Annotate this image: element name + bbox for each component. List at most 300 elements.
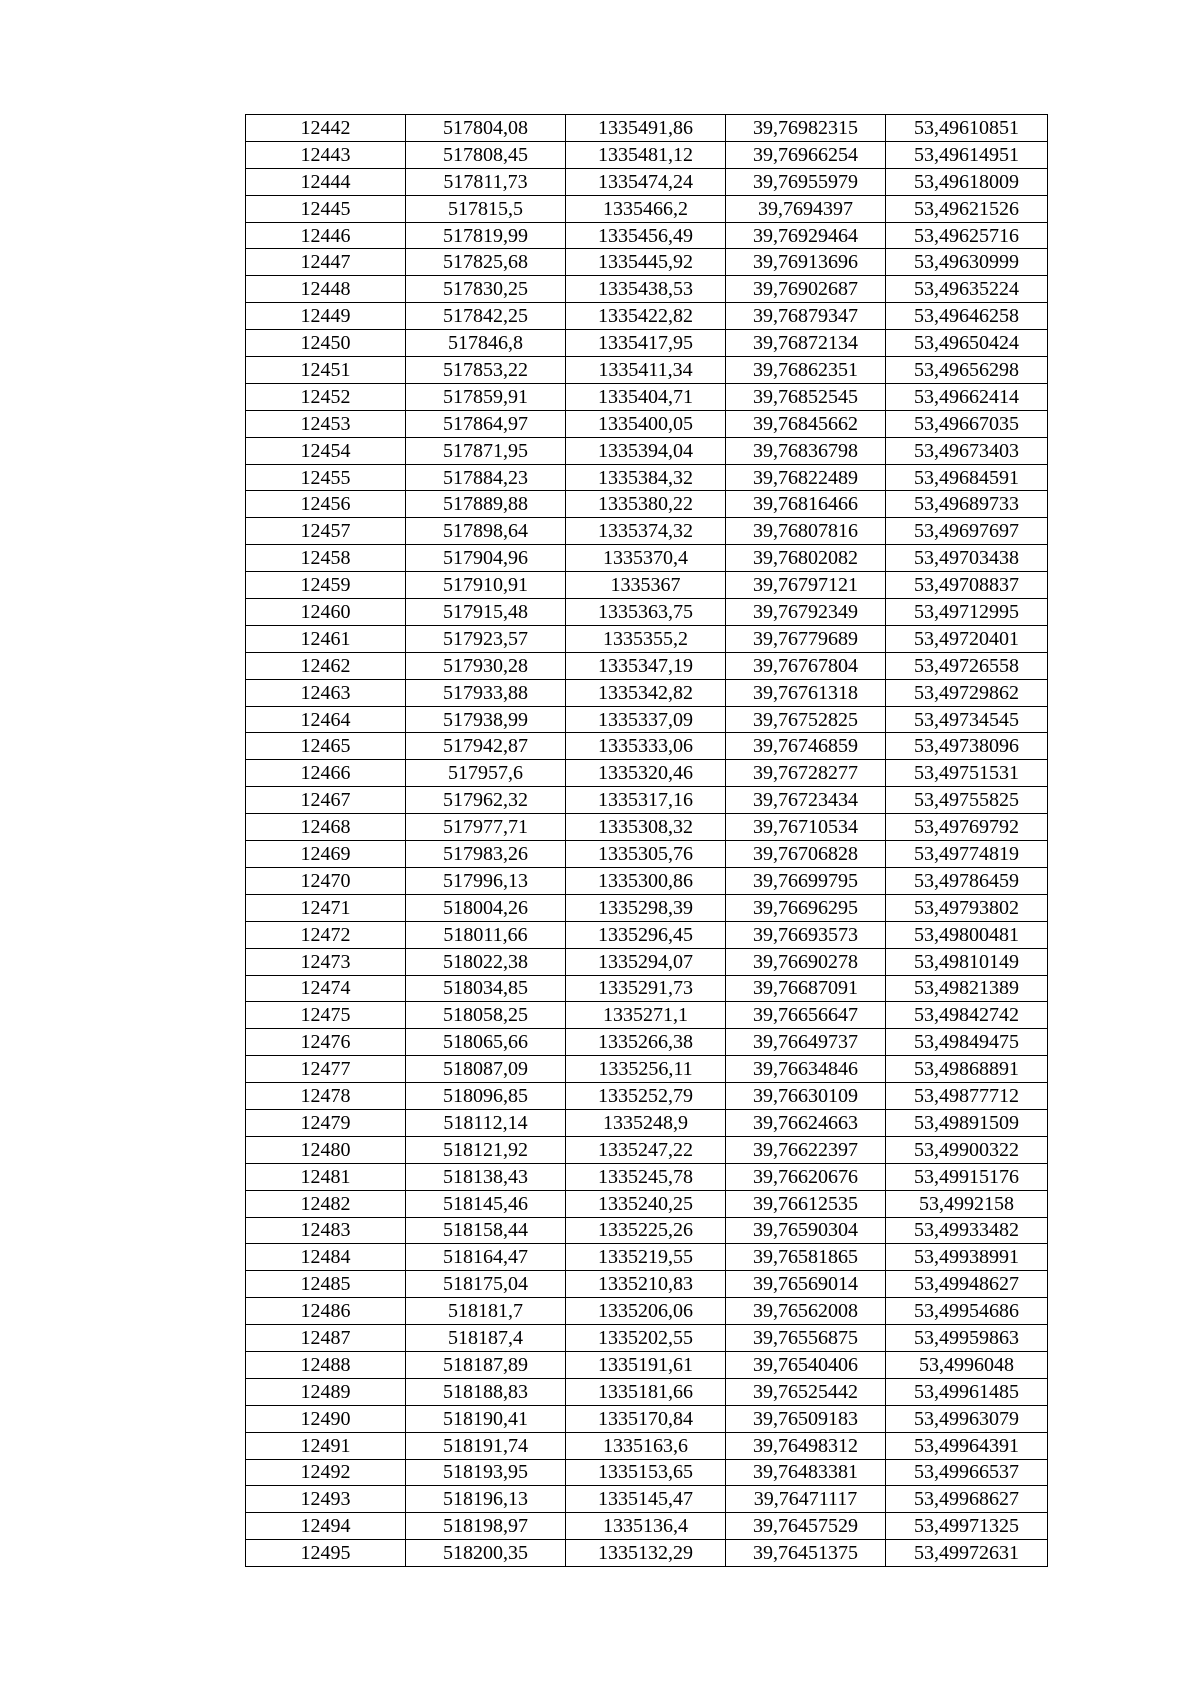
coord-y-cell: 1335291,73 — [566, 975, 726, 1002]
longitude-cell: 39,76562008 — [726, 1298, 886, 1325]
table-row — [246, 1244, 1048, 1271]
table-row — [246, 1351, 1048, 1378]
coord-y-cell: 1335247,22 — [566, 1136, 726, 1163]
coord-y-cell: 1335367 — [566, 572, 726, 599]
coord-x-cell: 517808,45 — [406, 141, 566, 168]
latitude-cell: 53,4992158 — [886, 1190, 1048, 1217]
latitude-cell: 53,49689733 — [886, 491, 1048, 518]
longitude-cell: 39,76590304 — [726, 1217, 886, 1244]
longitude-cell: 39,76872134 — [726, 330, 886, 357]
coord-y-cell: 1335342,82 — [566, 679, 726, 706]
coord-x-cell: 518145,46 — [406, 1190, 566, 1217]
longitude-cell: 39,76630109 — [726, 1083, 886, 1110]
table-row — [246, 410, 1048, 437]
latitude-cell: 53,49734545 — [886, 706, 1048, 733]
table-row — [246, 1217, 1048, 1244]
point-number-cell: 12493 — [246, 1486, 406, 1513]
point-number-cell: 12463 — [246, 679, 406, 706]
point-number-cell: 12474 — [246, 975, 406, 1002]
coord-y-cell: 1335245,78 — [566, 1163, 726, 1190]
longitude-cell: 39,76699795 — [726, 867, 886, 894]
coord-y-cell: 1335308,32 — [566, 814, 726, 841]
longitude-cell: 39,76498312 — [726, 1432, 886, 1459]
latitude-cell: 53,49673403 — [886, 437, 1048, 464]
point-number-cell: 12443 — [246, 141, 406, 168]
point-number-cell: 12446 — [246, 222, 406, 249]
coord-x-cell: 517825,68 — [406, 249, 566, 276]
coord-x-cell: 518196,13 — [406, 1486, 566, 1513]
coord-y-cell: 1335456,49 — [566, 222, 726, 249]
table-row — [246, 437, 1048, 464]
coord-x-cell: 517910,91 — [406, 572, 566, 599]
longitude-cell: 39,76862351 — [726, 357, 886, 384]
longitude-cell: 39,76690278 — [726, 948, 886, 975]
table-row — [246, 330, 1048, 357]
longitude-cell: 39,76929464 — [726, 222, 886, 249]
table-row — [246, 1109, 1048, 1136]
coord-x-cell: 518112,14 — [406, 1109, 566, 1136]
latitude-cell: 53,49646258 — [886, 303, 1048, 330]
coord-y-cell: 1335170,84 — [566, 1405, 726, 1432]
latitude-cell: 53,49703438 — [886, 545, 1048, 572]
table-row — [246, 222, 1048, 249]
point-number-cell: 12495 — [246, 1540, 406, 1567]
latitude-cell: 53,49786459 — [886, 867, 1048, 894]
longitude-cell: 39,76966254 — [726, 141, 886, 168]
coord-x-cell: 517962,32 — [406, 787, 566, 814]
table-row — [246, 383, 1048, 410]
latitude-cell: 53,49618009 — [886, 168, 1048, 195]
point-number-cell: 12480 — [246, 1136, 406, 1163]
coord-y-cell: 1335491,86 — [566, 115, 726, 142]
latitude-cell: 53,49621526 — [886, 195, 1048, 222]
latitude-cell: 53,49800481 — [886, 921, 1048, 948]
point-number-cell: 12494 — [246, 1513, 406, 1540]
table-row — [246, 1325, 1048, 1352]
coord-x-cell: 517815,5 — [406, 195, 566, 222]
longitude-cell: 39,76634846 — [726, 1056, 886, 1083]
point-number-cell: 12491 — [246, 1432, 406, 1459]
table-row — [246, 975, 1048, 1002]
coord-y-cell: 1335317,16 — [566, 787, 726, 814]
table-row — [246, 1002, 1048, 1029]
coord-y-cell: 1335380,22 — [566, 491, 726, 518]
table-row — [246, 1432, 1048, 1459]
coord-x-cell: 518187,4 — [406, 1325, 566, 1352]
longitude-cell: 39,76612535 — [726, 1190, 886, 1217]
coord-x-cell: 517977,71 — [406, 814, 566, 841]
latitude-cell: 53,49971325 — [886, 1513, 1048, 1540]
table-row — [246, 572, 1048, 599]
latitude-cell: 53,49968627 — [886, 1486, 1048, 1513]
coord-y-cell: 1335294,07 — [566, 948, 726, 975]
table-row — [246, 464, 1048, 491]
point-number-cell: 12448 — [246, 276, 406, 303]
longitude-cell: 39,76624663 — [726, 1109, 886, 1136]
longitude-cell: 39,76767804 — [726, 652, 886, 679]
point-number-cell: 12454 — [246, 437, 406, 464]
point-number-cell: 12458 — [246, 545, 406, 572]
point-number-cell: 12451 — [246, 357, 406, 384]
point-number-cell: 12460 — [246, 599, 406, 626]
longitude-cell: 39,76879347 — [726, 303, 886, 330]
longitude-cell: 39,76728277 — [726, 760, 886, 787]
point-number-cell: 12452 — [246, 383, 406, 410]
coord-x-cell: 518198,97 — [406, 1513, 566, 1540]
coord-y-cell: 1335320,46 — [566, 760, 726, 787]
longitude-cell: 39,76687091 — [726, 975, 886, 1002]
longitude-cell: 39,76649737 — [726, 1029, 886, 1056]
table-row — [246, 921, 1048, 948]
table-row — [246, 814, 1048, 841]
latitude-cell: 53,49712995 — [886, 599, 1048, 626]
table-row — [246, 625, 1048, 652]
coord-y-cell: 1335202,55 — [566, 1325, 726, 1352]
coord-x-cell: 517933,88 — [406, 679, 566, 706]
longitude-cell: 39,76483381 — [726, 1459, 886, 1486]
table-row — [246, 1271, 1048, 1298]
coord-y-cell: 1335256,11 — [566, 1056, 726, 1083]
table-row — [246, 733, 1048, 760]
latitude-cell: 53,49972631 — [886, 1540, 1048, 1567]
point-number-cell: 12490 — [246, 1405, 406, 1432]
coord-x-cell: 518187,89 — [406, 1351, 566, 1378]
longitude-cell: 39,76792349 — [726, 599, 886, 626]
latitude-cell: 53,49769792 — [886, 814, 1048, 841]
coord-x-cell: 517884,23 — [406, 464, 566, 491]
longitude-cell: 39,76457529 — [726, 1513, 886, 1540]
coord-x-cell: 517846,8 — [406, 330, 566, 357]
coord-x-cell: 517859,91 — [406, 383, 566, 410]
table-row — [246, 1405, 1048, 1432]
table-row — [246, 249, 1048, 276]
longitude-cell: 39,76822489 — [726, 464, 886, 491]
latitude-cell: 53,49849475 — [886, 1029, 1048, 1056]
coord-y-cell: 1335411,34 — [566, 357, 726, 384]
coord-y-cell: 1335225,26 — [566, 1217, 726, 1244]
longitude-cell: 39,76802082 — [726, 545, 886, 572]
table-row — [246, 1459, 1048, 1486]
latitude-cell: 53,49810149 — [886, 948, 1048, 975]
latitude-cell: 53,49963079 — [886, 1405, 1048, 1432]
point-number-cell: 12455 — [246, 464, 406, 491]
coord-y-cell: 1335400,05 — [566, 410, 726, 437]
coord-x-cell: 517889,88 — [406, 491, 566, 518]
point-number-cell: 12483 — [246, 1217, 406, 1244]
latitude-cell: 53,49915176 — [886, 1163, 1048, 1190]
longitude-cell: 39,76622397 — [726, 1136, 886, 1163]
latitude-cell: 53,49948627 — [886, 1271, 1048, 1298]
coordinates-table-body — [246, 115, 1048, 1567]
coord-y-cell: 1335347,19 — [566, 652, 726, 679]
point-number-cell: 12478 — [246, 1083, 406, 1110]
point-number-cell: 12489 — [246, 1378, 406, 1405]
coord-x-cell: 518065,66 — [406, 1029, 566, 1056]
longitude-cell: 39,76746859 — [726, 733, 886, 760]
point-number-cell: 12471 — [246, 894, 406, 921]
coord-x-cell: 518096,85 — [406, 1083, 566, 1110]
latitude-cell: 53,49821389 — [886, 975, 1048, 1002]
coord-y-cell: 1335132,29 — [566, 1540, 726, 1567]
point-number-cell: 12492 — [246, 1459, 406, 1486]
coord-y-cell: 1335466,2 — [566, 195, 726, 222]
latitude-cell: 53,49726558 — [886, 652, 1048, 679]
coord-x-cell: 517904,96 — [406, 545, 566, 572]
longitude-cell: 39,76710534 — [726, 814, 886, 841]
latitude-cell: 53,49662414 — [886, 383, 1048, 410]
longitude-cell: 39,76656647 — [726, 1002, 886, 1029]
latitude-cell: 53,49650424 — [886, 330, 1048, 357]
coord-x-cell: 517938,99 — [406, 706, 566, 733]
coord-x-cell: 518190,41 — [406, 1405, 566, 1432]
table-row — [246, 1029, 1048, 1056]
latitude-cell: 53,49684591 — [886, 464, 1048, 491]
longitude-cell: 39,76471117 — [726, 1486, 886, 1513]
coord-y-cell: 1335481,12 — [566, 141, 726, 168]
coord-y-cell: 1335363,75 — [566, 599, 726, 626]
latitude-cell: 53,49961485 — [886, 1378, 1048, 1405]
point-number-cell: 12445 — [246, 195, 406, 222]
table-row — [246, 1163, 1048, 1190]
table-row — [246, 545, 1048, 572]
coord-y-cell: 1335374,32 — [566, 518, 726, 545]
table-row — [246, 599, 1048, 626]
point-number-cell: 12488 — [246, 1351, 406, 1378]
longitude-cell: 39,76845662 — [726, 410, 886, 437]
longitude-cell: 39,76693573 — [726, 921, 886, 948]
coord-x-cell: 517853,22 — [406, 357, 566, 384]
longitude-cell: 39,76852545 — [726, 383, 886, 410]
point-number-cell: 12467 — [246, 787, 406, 814]
coord-x-cell: 518034,85 — [406, 975, 566, 1002]
latitude-cell: 53,49933482 — [886, 1217, 1048, 1244]
point-number-cell: 12475 — [246, 1002, 406, 1029]
table-row — [246, 867, 1048, 894]
coord-y-cell: 1335296,45 — [566, 921, 726, 948]
coord-y-cell: 1335384,32 — [566, 464, 726, 491]
longitude-cell: 39,76723434 — [726, 787, 886, 814]
point-number-cell: 12462 — [246, 652, 406, 679]
coord-x-cell: 518087,09 — [406, 1056, 566, 1083]
coord-y-cell: 1335163,6 — [566, 1432, 726, 1459]
coord-y-cell: 1335248,9 — [566, 1109, 726, 1136]
longitude-cell: 39,76816466 — [726, 491, 886, 518]
coord-x-cell: 517930,28 — [406, 652, 566, 679]
coord-x-cell: 517915,48 — [406, 599, 566, 626]
longitude-cell: 39,76451375 — [726, 1540, 886, 1567]
latitude-cell: 53,49959863 — [886, 1325, 1048, 1352]
longitude-cell: 39,76706828 — [726, 841, 886, 868]
latitude-cell: 53,49708837 — [886, 572, 1048, 599]
table-row — [246, 141, 1048, 168]
longitude-cell: 39,76982315 — [726, 115, 886, 142]
longitude-cell: 39,76620676 — [726, 1163, 886, 1190]
point-number-cell: 12477 — [246, 1056, 406, 1083]
coord-y-cell: 1335153,65 — [566, 1459, 726, 1486]
longitude-cell: 39,76761318 — [726, 679, 886, 706]
coord-x-cell: 518191,74 — [406, 1432, 566, 1459]
coord-y-cell: 1335417,95 — [566, 330, 726, 357]
latitude-cell: 53,49964391 — [886, 1432, 1048, 1459]
latitude-cell: 53,49755825 — [886, 787, 1048, 814]
latitude-cell: 53,49625716 — [886, 222, 1048, 249]
coord-x-cell: 518193,95 — [406, 1459, 566, 1486]
coord-x-cell: 517804,08 — [406, 115, 566, 142]
coord-x-cell: 517898,64 — [406, 518, 566, 545]
coord-x-cell: 518188,83 — [406, 1378, 566, 1405]
longitude-cell: 39,76525442 — [726, 1378, 886, 1405]
coord-x-cell: 517811,73 — [406, 168, 566, 195]
point-number-cell: 12486 — [246, 1298, 406, 1325]
latitude-cell: 53,49842742 — [886, 1002, 1048, 1029]
table-row — [246, 652, 1048, 679]
coord-y-cell: 1335438,53 — [566, 276, 726, 303]
latitude-cell: 53,49738096 — [886, 733, 1048, 760]
table-row — [246, 1083, 1048, 1110]
point-number-cell: 12466 — [246, 760, 406, 787]
latitude-cell: 53,49720401 — [886, 625, 1048, 652]
coord-y-cell: 1335474,24 — [566, 168, 726, 195]
table-row — [246, 894, 1048, 921]
point-number-cell: 12472 — [246, 921, 406, 948]
point-number-cell: 12459 — [246, 572, 406, 599]
coord-y-cell: 1335219,55 — [566, 1244, 726, 1271]
latitude-cell: 53,49729862 — [886, 679, 1048, 706]
longitude-cell: 39,76556875 — [726, 1325, 886, 1352]
coord-y-cell: 1335191,61 — [566, 1351, 726, 1378]
coord-y-cell: 1335181,66 — [566, 1378, 726, 1405]
point-number-cell: 12444 — [246, 168, 406, 195]
table-row — [246, 1190, 1048, 1217]
point-number-cell: 12449 — [246, 303, 406, 330]
point-number-cell: 12481 — [246, 1163, 406, 1190]
coord-x-cell: 517864,97 — [406, 410, 566, 437]
table-row — [246, 841, 1048, 868]
table-row — [246, 276, 1048, 303]
point-number-cell: 12453 — [246, 410, 406, 437]
table-row — [246, 948, 1048, 975]
coord-x-cell: 517923,57 — [406, 625, 566, 652]
coord-y-cell: 1335266,38 — [566, 1029, 726, 1056]
coord-x-cell: 517996,13 — [406, 867, 566, 894]
coord-x-cell: 518058,25 — [406, 1002, 566, 1029]
point-number-cell: 12456 — [246, 491, 406, 518]
point-number-cell: 12485 — [246, 1271, 406, 1298]
coord-x-cell: 517957,6 — [406, 760, 566, 787]
longitude-cell: 39,76752825 — [726, 706, 886, 733]
table-row — [246, 1540, 1048, 1567]
longitude-cell: 39,76779689 — [726, 625, 886, 652]
latitude-cell: 53,49667035 — [886, 410, 1048, 437]
table-row — [246, 1513, 1048, 1540]
coord-y-cell: 1335404,71 — [566, 383, 726, 410]
point-number-cell: 12450 — [246, 330, 406, 357]
coord-y-cell: 1335394,04 — [566, 437, 726, 464]
point-number-cell: 12487 — [246, 1325, 406, 1352]
table-row — [246, 491, 1048, 518]
coord-x-cell: 518138,43 — [406, 1163, 566, 1190]
table-row — [246, 760, 1048, 787]
point-number-cell: 12447 — [246, 249, 406, 276]
latitude-cell: 53,4996048 — [886, 1351, 1048, 1378]
table-row — [246, 679, 1048, 706]
coord-x-cell: 518121,92 — [406, 1136, 566, 1163]
coord-x-cell: 518164,47 — [406, 1244, 566, 1271]
coord-x-cell: 518200,35 — [406, 1540, 566, 1567]
latitude-cell: 53,49656298 — [886, 357, 1048, 384]
latitude-cell: 53,49877712 — [886, 1083, 1048, 1110]
coord-x-cell: 517871,95 — [406, 437, 566, 464]
latitude-cell: 53,49610851 — [886, 115, 1048, 142]
point-number-cell: 12469 — [246, 841, 406, 868]
latitude-cell: 53,49774819 — [886, 841, 1048, 868]
coord-x-cell: 517983,26 — [406, 841, 566, 868]
table-row — [246, 1056, 1048, 1083]
coord-x-cell: 518004,26 — [406, 894, 566, 921]
coord-y-cell: 1335355,2 — [566, 625, 726, 652]
latitude-cell: 53,49938991 — [886, 1244, 1048, 1271]
latitude-cell: 53,49868891 — [886, 1056, 1048, 1083]
longitude-cell: 39,76797121 — [726, 572, 886, 599]
longitude-cell: 39,76569014 — [726, 1271, 886, 1298]
coord-y-cell: 1335305,76 — [566, 841, 726, 868]
point-number-cell: 12484 — [246, 1244, 406, 1271]
table-row — [246, 1486, 1048, 1513]
table-row — [246, 357, 1048, 384]
table-row — [246, 1298, 1048, 1325]
coord-y-cell: 1335252,79 — [566, 1083, 726, 1110]
coord-y-cell: 1335422,82 — [566, 303, 726, 330]
point-number-cell: 12464 — [246, 706, 406, 733]
point-number-cell: 12479 — [246, 1109, 406, 1136]
coord-y-cell: 1335337,09 — [566, 706, 726, 733]
longitude-cell: 39,76581865 — [726, 1244, 886, 1271]
coord-x-cell: 517830,25 — [406, 276, 566, 303]
longitude-cell: 39,76836798 — [726, 437, 886, 464]
coord-x-cell: 517819,99 — [406, 222, 566, 249]
longitude-cell: 39,76913696 — [726, 249, 886, 276]
table-row — [246, 303, 1048, 330]
longitude-cell: 39,76902687 — [726, 276, 886, 303]
longitude-cell: 39,76955979 — [726, 168, 886, 195]
latitude-cell: 53,49630999 — [886, 249, 1048, 276]
coord-y-cell: 1335136,4 — [566, 1513, 726, 1540]
table-row — [246, 518, 1048, 545]
longitude-cell: 39,7694397 — [726, 195, 886, 222]
latitude-cell: 53,49697697 — [886, 518, 1048, 545]
point-number-cell: 12461 — [246, 625, 406, 652]
coord-x-cell: 518181,7 — [406, 1298, 566, 1325]
coord-y-cell: 1335298,39 — [566, 894, 726, 921]
point-number-cell: 12476 — [246, 1029, 406, 1056]
coord-y-cell: 1335271,1 — [566, 1002, 726, 1029]
table-row — [246, 168, 1048, 195]
coord-y-cell: 1335300,86 — [566, 867, 726, 894]
coord-y-cell: 1335145,47 — [566, 1486, 726, 1513]
point-number-cell: 12473 — [246, 948, 406, 975]
table-row — [246, 1378, 1048, 1405]
table-row — [246, 706, 1048, 733]
coord-x-cell: 517842,25 — [406, 303, 566, 330]
coord-x-cell: 518011,66 — [406, 921, 566, 948]
point-number-cell: 12442 — [246, 115, 406, 142]
coord-y-cell: 1335333,06 — [566, 733, 726, 760]
latitude-cell: 53,49966537 — [886, 1459, 1048, 1486]
latitude-cell: 53,49900322 — [886, 1136, 1048, 1163]
point-number-cell: 12457 — [246, 518, 406, 545]
table-row — [246, 115, 1048, 142]
longitude-cell: 39,76540406 — [726, 1351, 886, 1378]
